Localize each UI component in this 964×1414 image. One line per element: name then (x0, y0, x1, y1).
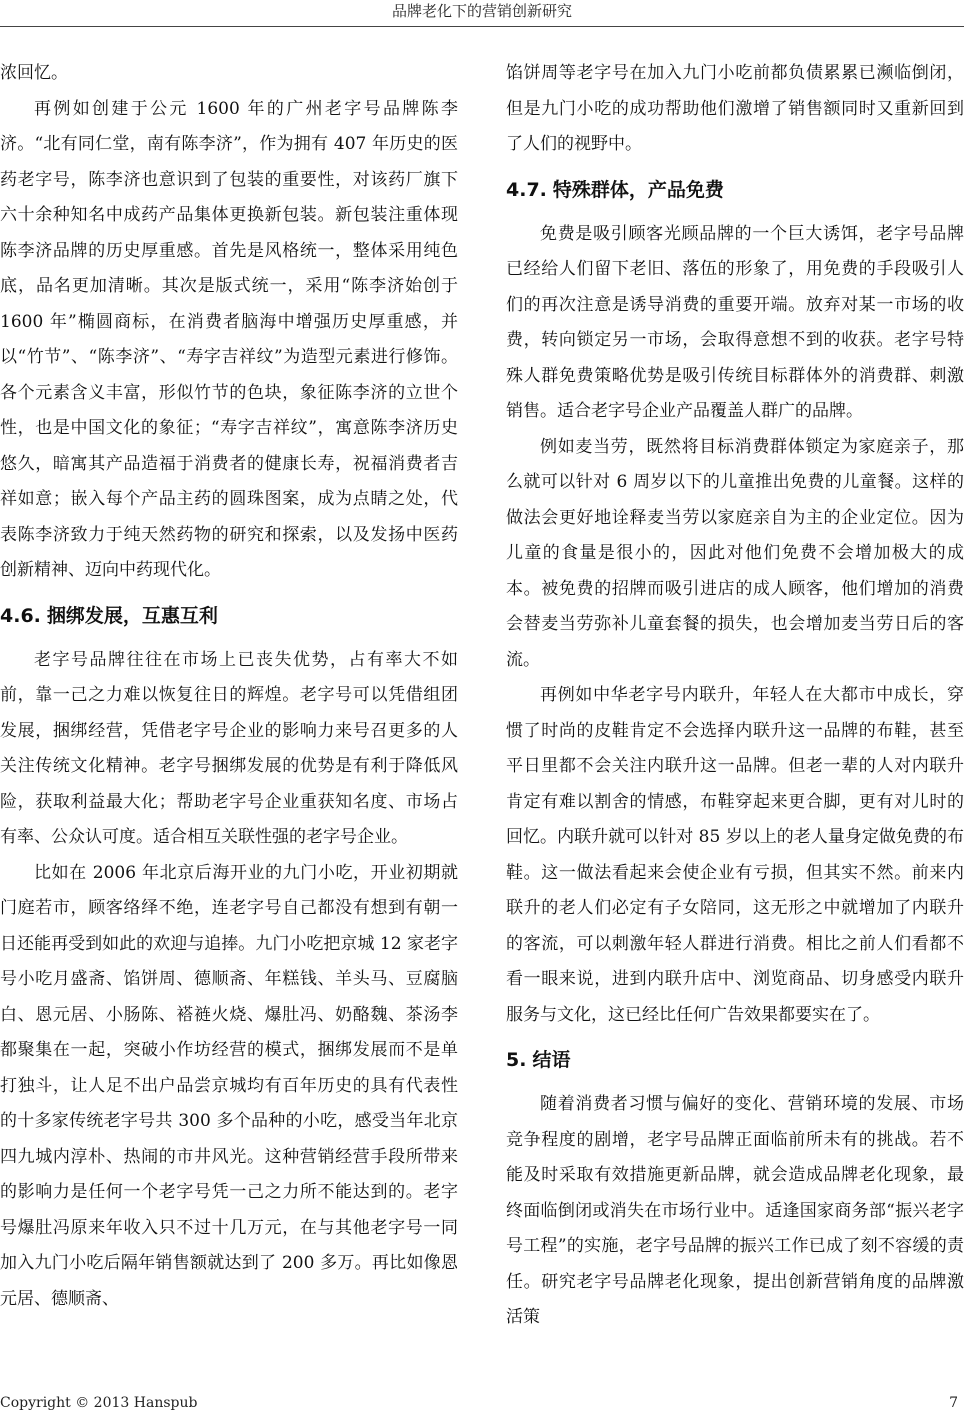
running-header: 品牌老化下的营销创新研究 (391, 2, 572, 20)
right-column (506, 56, 964, 1336)
paragraph-bundling: 老字号品牌往往在市场上已丧失优势，占有率大不如前，靠一己之力难以恢复往日的辉煌。老字号可以凭借组团发展，捆绑经营，凭借老字号企业的影响力来号召更多的人关注传统文化精神。老字号捆绑发展的优势是有利于降低风险，获取利益最大化；帮助老字号企业重获知名度、市场占有率、公众认可度。适合相互关联性强的老字号企业。 (0, 649, 458, 847)
header-rule (0, 26, 964, 27)
section-number: 5. (506, 1049, 527, 1071)
section-number: 4.6. (0, 604, 41, 627)
paragraph-jiumen: 比如在 2006 年北京后海开业的九门小吃，开业初期就门庭若市，顾客络绎不绝，连老字号自己都没有想到有朝一日还能再受到如此的欢迎与追捧。九门小吃把京城 12 家老字号小吃月盛斋、馅饼周、德顺斋、年糕钱、羊头马、豆腐脑白、恩元居、小肠陈、褡裢火烧、爆肚冯、奶酪魏、茶汤李都聚集在一起，突破小作坊经营的模式，捆绑发展而不是单打独斗，让人足不出户品尝京城均有百年历史的具有代表性的十多家传统老字号共 300 多个品种的小吃，感受当年北京四九城内淳朴、热闹的市井风光。这种营销经营手段所带来的影响力是任何一个老字号凭一己之力所不能达到的。老字号爆肚冯原来年收入只不过十几万元，在与其他老字号一同加入九门小吃后隔年销售额就达到了 200 多万。再比如像恩元居、德顺斋、 (0, 862, 458, 1309)
section-heading-4-6 (0, 601, 458, 631)
page-number: 7 (949, 1395, 958, 1411)
left-column (0, 56, 458, 1317)
section-title: 特殊群体，产品免费 (552, 178, 724, 201)
paragraph-free: 免费是吸引顾客光顾品牌的一个巨大诱饵，老字号品牌已经给人们留下老旧、落伍的形象了，用免费的手段吸引人们的再次注意是诱导消费的重要开端。放弃对某一市场的收费，转向锁定另一市场，会取得意想不到的收获。老字号特殊人群免费策略优势是吸引传统目标群体外的消费群、刺激销售。适合老字号企业产品覆盖人群广的品牌。 (506, 223, 964, 421)
section-title: 捆绑发展，互惠互利 (46, 604, 218, 627)
section-number: 4.7. (506, 178, 547, 201)
section-heading-4-7 (506, 175, 964, 205)
paragraph-continuation-right: 馅饼周等老字号在加入九门小吃前都负债累累已濒临倒闭，但是九门小吃的成功帮助他们激增了销售额同时又重新回到了人们的视野中。 (506, 63, 964, 154)
copyright-text: Copyright © 2013 Hanspub (0, 1395, 198, 1411)
paragraph-conclusion: 随着消费者习惯与偏好的变化、营销环境的发展、市场竞争程度的剧增，老字号品牌正面临前所未有的挑战。若不能及时采取有效措施更新品牌，就会造成品牌老化现象，最终面临倒闭或消失在市场行业中。适逢国家商务部“振兴老字号工程”的实施，老字号品牌的振兴工作已成了刻不容缓的责任。研究老字号品牌老化现象，提出创新营销角度的品牌激活策 (506, 1094, 964, 1327)
section-heading-5 (506, 1045, 964, 1075)
paragraph-mcdonalds: 例如麦当劳，既然将目标消费群体锁定为家庭亲子，那么就可以针对 6 周岁以下的儿童推出免费的儿童餐。这样的做法会更好地诠释麦当劳以家庭亲自为主的企业定位。因为儿童的食量是很小的，因此对他们免费不会增加极大的成本。被免费的招牌而吸引进店的成人顾客，他们增加的消费会替麦当劳弥补儿童套餐的损失，也会增加麦当劳日后的客流。 (506, 436, 964, 670)
paragraph-neiliansheng: 再例如中华老字号内联升，年轻人在大都市中成长，穿惯了时尚的皮鞋肯定不会选择内联升这一品牌的布鞋，甚至平日里都不会关注内联升这一品牌。但老一辈的人对内联升肯定有难以割舍的情感，布鞋穿起来更合脚，更有对儿时的回忆。内联升就可以针对 85 岁以上的老人量身定做免费的布鞋。这一做法看起来会使企业有亏损，但其实不然。前来内联升的老人们必定有子女陪同，这无形之中就增加了内联升的客流，可以刺激年轻人群进行消费。相比之前人们看都不看一眼来说，进到内联升店中、浏览商品、切身感受内联升服务与文化，这已经比任何广告效果都要实在了。 (506, 685, 964, 1025)
section-title: 结语 (532, 1049, 571, 1071)
paragraph-chenliji: 再例如创建于公元 1600 年的广州老字号品牌陈李济。“北有同仁堂，南有陈李济”，作为拥有 407 年历史的医药老字号，陈李济也意识到了包装的重要性，对该药厂旗下六十余种知名中成药产品集体更换新包装。新包装注重体现陈李济品牌的历史厚重感。首先是风格统一，整体采用纯色底，品名更加清晰。其次是版式统一，采用“陈李济始创于 1600 年”椭圆商标，在消费者脑海中增强历史厚重感，并以“竹节”、“陈李济”、“寿字吉祥纹”为造型元素进行修饰。各个元素含义丰富，形似竹节的色块，象征陈李济的立世个性，也是中国文化的象征；“寿字吉祥纹”，寓意陈李济历史悠久，暗寓其产品造福于消费者的健康长寿，祝福消费者吉祥如意；嵌入每个产品主药的圆珠图案，成为点睛之处，代表陈李济致力于纯天然药物的研究和探索，以及发扬中医药创新精神、迈向中药现代化。 (0, 98, 458, 580)
paragraph-continuation: 浓回忆。 (0, 63, 68, 83)
